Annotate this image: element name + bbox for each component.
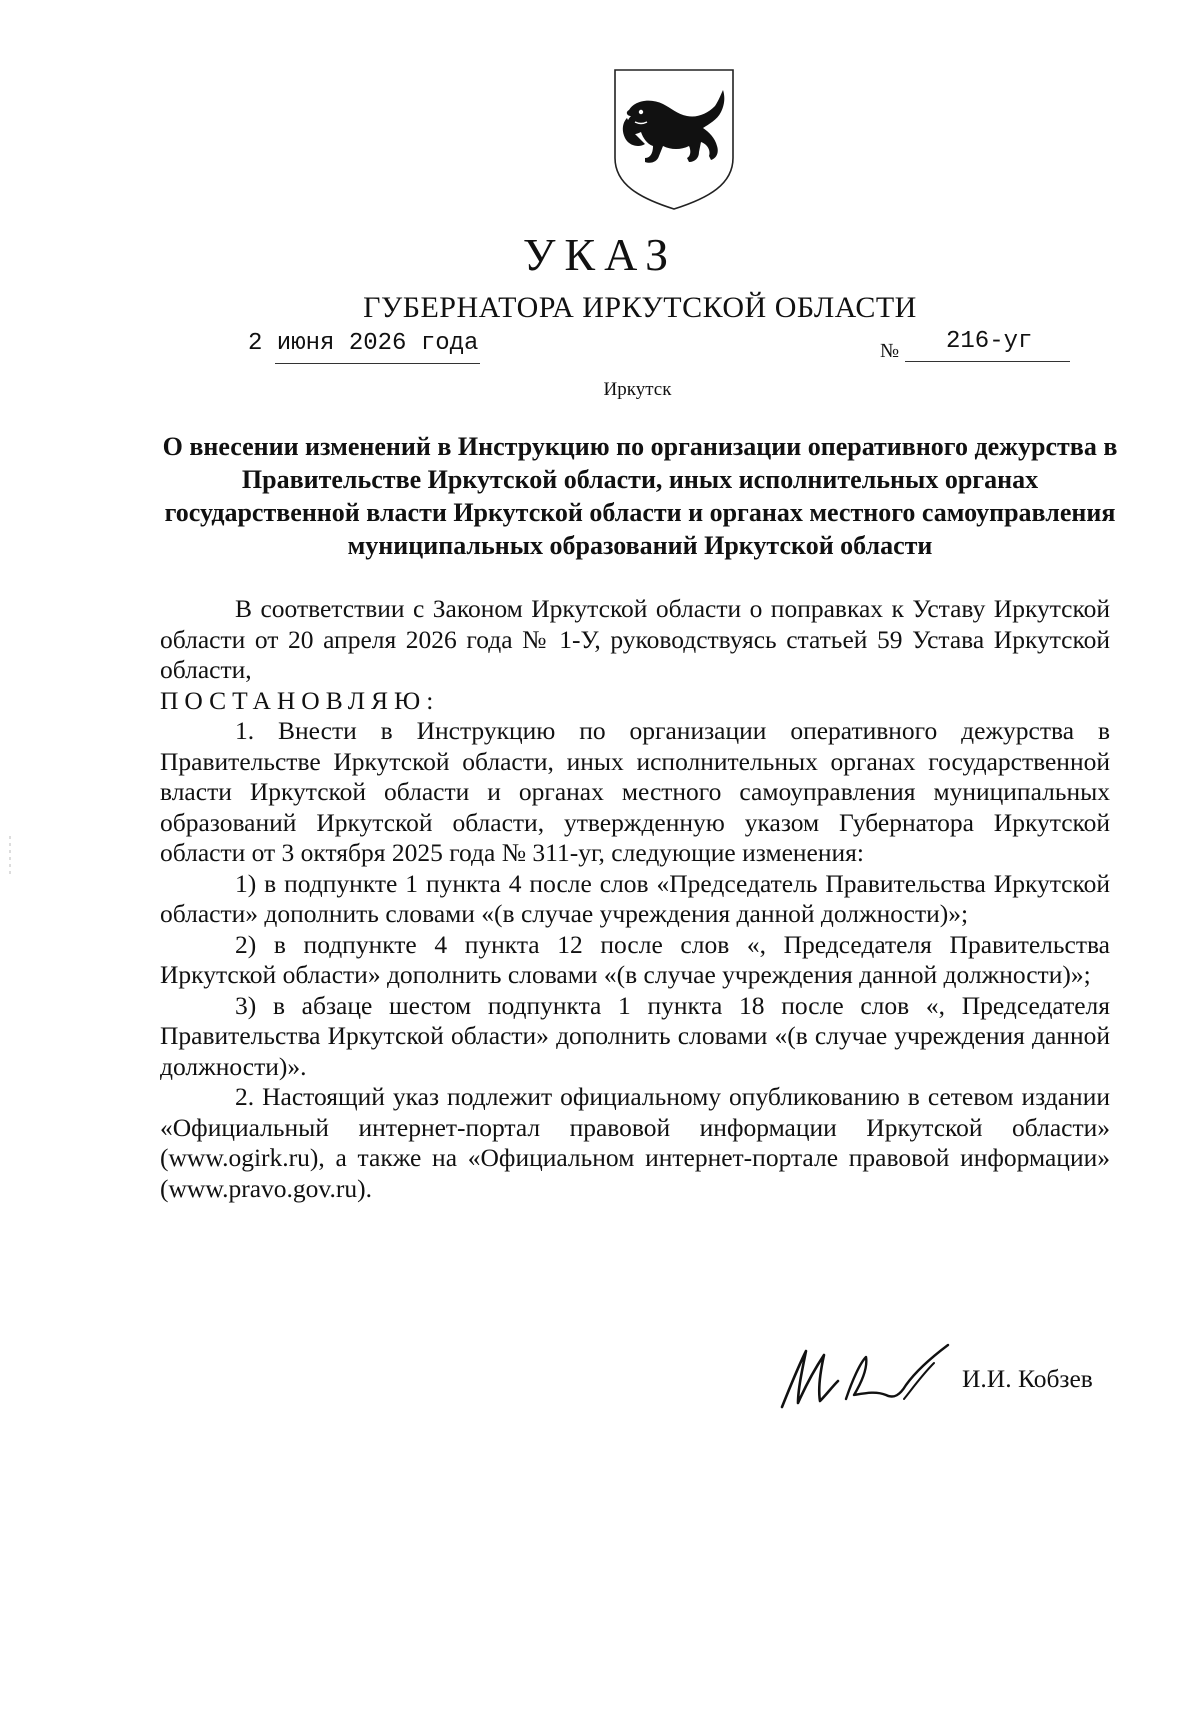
document-heading: О внесении изменений в Инструкцию по организации оперативного дежурства в Правительстве Иркутской области, иных исполнительных органах государственной власти Иркутской области и органах местного самоуправления муниципальных образований Иркутской области: [162, 432, 1118, 560]
signature-block: [776, 1337, 1116, 1417]
date-underline: [275, 363, 480, 364]
document-date: 2 июня 2026 года: [248, 330, 479, 357]
preamble-paragraph: В соответствии с Законом Иркутской области о поправках к Уставу Иркутской области от 20 апреля 2026 года № 1-У, руководствуясь статьей 59 Устава Иркутской области,: [160, 594, 1110, 684]
resolve-paragraph: ПОСТАНОВЛЯЮ:: [160, 685, 440, 715]
coat-of-arms-icon: [611, 66, 737, 213]
subitem-3-paragraph: 3) в абзаце шестом подпункта 1 пункта 18 после слов «, Председателя Правительства Иркутской области» дополнить словами «(в случае учреждения данной должности)».: [160, 990, 1110, 1081]
item-1-paragraph: 1. Внести в Инструкцию по организации оперативного дежурства в Правительстве Иркутской области, иных исполнительных органах государственной власти Иркутской области и органах местного самоуправления муниципальных образований Иркутской области, утвержденную указом Губернатора Иркутской области от 3 октября 2025 года № 311-уг, следующие изменения:: [160, 716, 1110, 867]
document-city: Иркутск: [603, 379, 672, 400]
subitem-1-paragraph: 1) в подпункте 1 пункта 4 после слов «Председатель Правительства Иркутской области» дополнить словами «(в случае учреждения данной должности)»;: [160, 868, 1110, 928]
handwritten-signature: [776, 1337, 956, 1412]
item-2-paragraph: 2. Настоящий указ подлежит официальному опубликованию в сетевом издании «Официальный интернет-портал правовой информации Иркутской области» (www.ogirk.ru), а также на «Официальном интернет-портале правовой информации» (www.pravo.gov.ru).: [160, 1082, 1110, 1203]
signer-name: И.И. Кобзев: [962, 1364, 1093, 1393]
subitem-2-paragraph: 2) в подпункте 4 пункта 12 после слов «, Председателя Правительства Иркутской области» дополнить словами «(в случае учреждения данной должности)»;: [160, 929, 1110, 989]
number-sign: №: [880, 340, 900, 362]
number-underline: [905, 361, 1070, 362]
document-title: УКАЗ: [522, 229, 678, 280]
margin-mark: [8, 836, 12, 876]
document-number: 216-уг: [946, 328, 1033, 355]
document-subtitle: ГУБЕРНАТОРА ИРКУТСКОЙ ОБЛАСТИ: [363, 291, 917, 324]
document-body: [160, 594, 1110, 1204]
